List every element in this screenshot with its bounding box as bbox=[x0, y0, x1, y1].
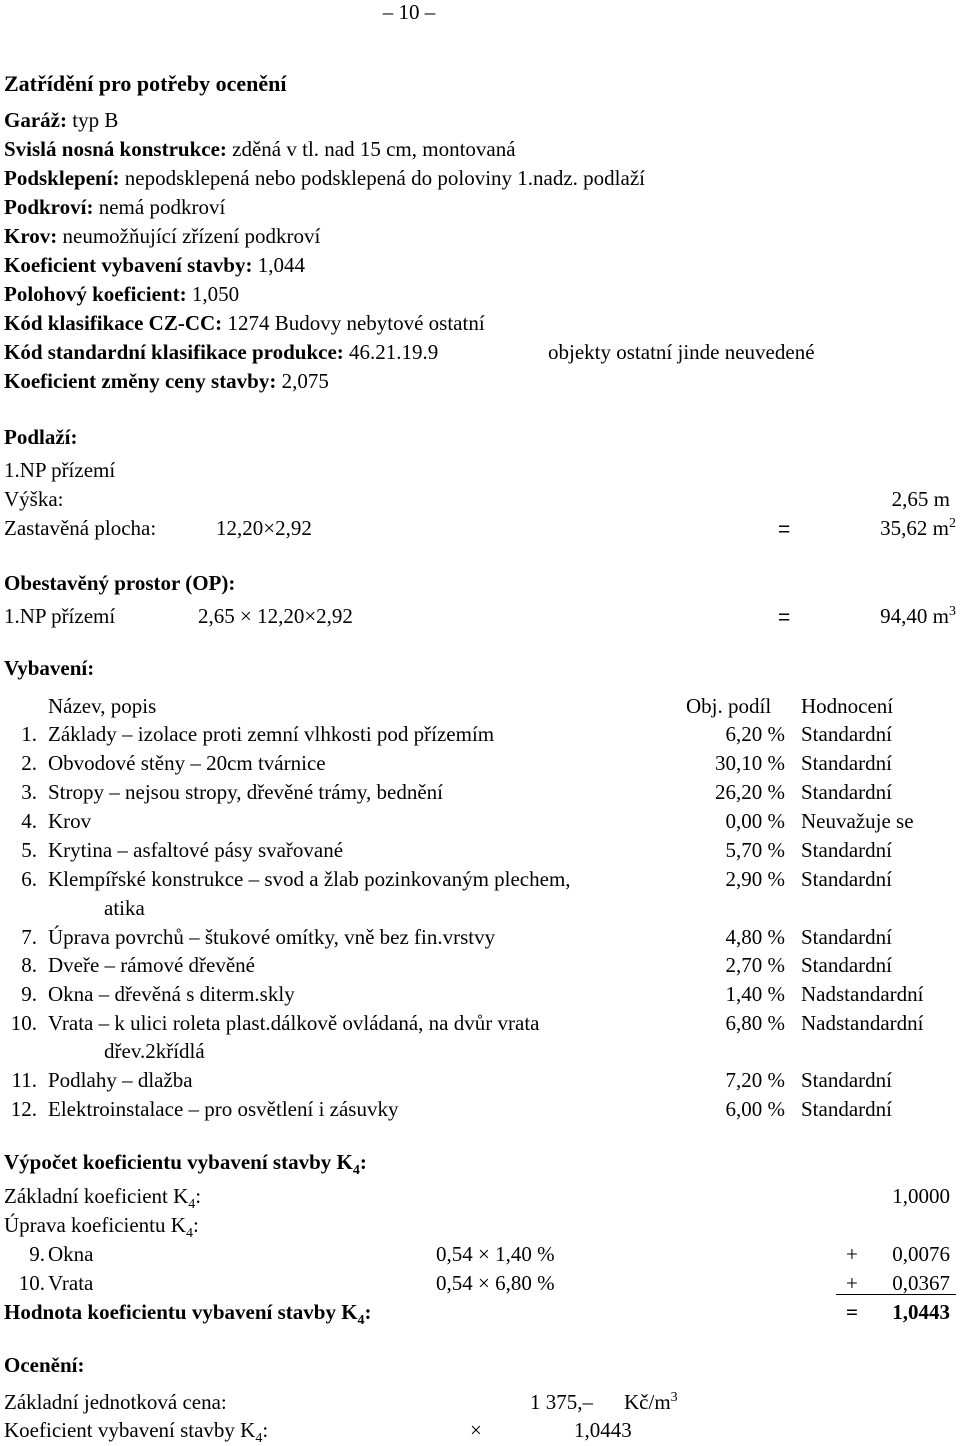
item-share: 7,20 % bbox=[725, 1068, 785, 1092]
class-row-position-coef: Polohový koeficient: 1,050 bbox=[4, 282, 240, 306]
k4-adj-label: Úprava koeficientu $K_4$: bbox=[4, 1213, 199, 1242]
floor-name: 1.NP přízemí bbox=[4, 458, 116, 482]
class-row-cz-cc: Kód klasifikace CZ-CC: 1274 Budovy nebytové ostatní bbox=[4, 311, 485, 335]
item-rating: Neuvažuje se bbox=[801, 809, 914, 833]
classification-heading: Zatřídění pro potřeby ocenění bbox=[4, 71, 287, 96]
item-number: 6. bbox=[21, 867, 37, 891]
item-rating: Standardní bbox=[801, 751, 892, 775]
item-rating: Standardní bbox=[801, 953, 892, 977]
class-row-production-code: Kód standardní klasifikace produkce: 46.21.19.9 bbox=[4, 340, 439, 364]
item-name: Dveře – rámové dřevěné bbox=[48, 953, 255, 977]
unit-price-unit: $Kč/m^3$ bbox=[624, 1390, 678, 1414]
item-share: 30,10 % bbox=[715, 751, 785, 775]
item-rating: Standardní bbox=[801, 780, 892, 804]
item-number: 1. bbox=[21, 722, 37, 746]
item-rating: Standardní bbox=[801, 925, 892, 949]
item-share: 26,20 % bbox=[715, 780, 785, 804]
item-number: 10. bbox=[10, 1011, 37, 1035]
sum-underline bbox=[836, 1294, 956, 1295]
height-value: 2,65 m bbox=[891, 487, 950, 511]
item-name-continued: atika bbox=[104, 896, 145, 920]
item-name: Elektroinstalace – pro osvětlení i zásuvky bbox=[48, 1097, 399, 1121]
item-name: Základy – izolace proti zemní vlhkosti pod přízemím bbox=[48, 722, 495, 746]
volume-equals: = bbox=[778, 606, 791, 629]
item-number: 12. bbox=[10, 1097, 37, 1121]
item-share: 1,40 % bbox=[725, 982, 785, 1006]
k4-heading: Výpočet koeficientu vybavení stavby $K_4$: bbox=[4, 1150, 367, 1179]
item-rating: Standardní bbox=[801, 1097, 892, 1121]
k4-valuation-sign: × bbox=[470, 1418, 482, 1442]
class-row-structure: Svislá nosná konstrukce: zděná v tl. nad 15 cm, montovaná bbox=[4, 137, 516, 161]
item-share: 4,80 % bbox=[725, 925, 785, 949]
item-share: 6,20 % bbox=[725, 722, 785, 746]
item-rating: Nadstandardní bbox=[801, 1011, 924, 1035]
item-share: 2,70 % bbox=[725, 953, 785, 977]
item-number: 3. bbox=[21, 780, 37, 804]
item-rating: Standardní bbox=[801, 867, 892, 891]
item-rating: Standardní bbox=[801, 838, 892, 862]
k4-result-label: Hodnota koeficientu vybavení stavby $K_4$: bbox=[4, 1300, 372, 1329]
volume-floor-name: 1.NP přízemí bbox=[4, 604, 116, 628]
floors-heading: Podlaží: bbox=[4, 425, 78, 449]
k4-base-label: Základní koeficient $K_4$: bbox=[4, 1184, 202, 1213]
item-name: Úprava povrchů – štukové omítky, vně bez fin.vrstvy bbox=[48, 925, 496, 949]
equipment-heading: Vybavení: bbox=[4, 656, 95, 680]
area-label: Zastavěná plocha: bbox=[4, 516, 157, 540]
item-number: 11. bbox=[11, 1068, 37, 1092]
adj-name: Vrata bbox=[48, 1271, 94, 1295]
volume-value: 94,40 $m^3$ bbox=[880, 604, 956, 628]
k4-base-value: 1,0000 bbox=[892, 1184, 950, 1208]
adj-number: 9. bbox=[29, 1242, 45, 1266]
item-name: Klempířské konstrukce – svod a žlab pozinkovaným plechem, bbox=[48, 867, 571, 891]
item-name: Vrata – k ulici roleta plast.dálkově ovládaná, na dvůr vrata bbox=[48, 1011, 540, 1035]
adj-value: 0,0367 bbox=[892, 1271, 950, 1295]
class-row-equipment-coef: Koeficient vybavení stavby: 1,044 bbox=[4, 253, 305, 277]
item-name: Krytina – asfaltové pásy svařované bbox=[48, 838, 344, 862]
item-name: Krov bbox=[48, 809, 92, 833]
area-value: 35,62 $m^2$ bbox=[880, 516, 956, 540]
adj-name: Okna bbox=[48, 1242, 94, 1266]
item-name: Podlahy – dlažba bbox=[48, 1068, 193, 1092]
volume-heading: Obestavěný prostor (OP): bbox=[4, 571, 236, 595]
volume-formula: 2,65 × 12,20×2,92 bbox=[198, 604, 353, 628]
item-number: 4. bbox=[21, 809, 37, 833]
item-number: 8. bbox=[21, 953, 37, 977]
adj-formula: 0,54 × 1,40 % bbox=[436, 1242, 555, 1266]
item-number: 7. bbox=[21, 925, 37, 949]
valuation-heading: Ocenění: bbox=[4, 1353, 85, 1377]
unit-price-label: Základní jednotková cena: bbox=[4, 1390, 227, 1414]
item-rating: Standardní bbox=[801, 722, 892, 746]
item-share: 0,00 % bbox=[725, 809, 785, 833]
item-number: 5. bbox=[21, 838, 37, 862]
item-share: 6,00 % bbox=[725, 1097, 785, 1121]
item-name: Obvodové stěny – 20cm tvárnice bbox=[48, 751, 326, 775]
class-row-price-change: Koeficient změny ceny stavby: 2,075 bbox=[4, 369, 329, 393]
item-name: Stropy – nejsou stropy, dřevěné trámy, bednění bbox=[48, 780, 444, 804]
adj-sign: + bbox=[846, 1242, 858, 1266]
col-share-header: Obj. podíl bbox=[686, 694, 772, 718]
item-share: 5,70 % bbox=[725, 838, 785, 862]
adj-value: 0,0076 bbox=[892, 1242, 950, 1266]
class-row-garage: Garáž: typ B bbox=[4, 108, 119, 132]
unit-price-value: 1 375,– bbox=[530, 1390, 593, 1414]
area-formula: 12,20×2,92 bbox=[216, 516, 312, 540]
k4-result-value: 1,0443 bbox=[892, 1300, 950, 1324]
item-share: 2,90 % bbox=[725, 867, 785, 891]
item-name: Okna – dřevěná s diterm.skly bbox=[48, 982, 295, 1006]
class-row-roof: Krov: neumožňující zřízení podkroví bbox=[4, 224, 321, 248]
col-name-header: Název, popis bbox=[48, 694, 157, 718]
item-number: 9. bbox=[21, 982, 37, 1006]
adj-number: 10. bbox=[18, 1271, 45, 1295]
item-number: 2. bbox=[21, 751, 37, 775]
adj-sign: + bbox=[846, 1271, 858, 1295]
class-row-attic: Podkroví: nemá podkroví bbox=[4, 195, 226, 219]
adj-formula: 0,54 × 6,80 % bbox=[436, 1271, 555, 1295]
page-number: – 10 – bbox=[382, 0, 436, 24]
item-name-continued: dřev.2křídlá bbox=[104, 1039, 205, 1063]
height-label: Výška: bbox=[4, 487, 64, 511]
production-code-text: objekty ostatní jinde neuvedené bbox=[548, 340, 815, 364]
item-rating: Standardní bbox=[801, 1068, 892, 1092]
item-share: 6,80 % bbox=[725, 1011, 785, 1035]
col-rating-header: Hodnocení bbox=[801, 694, 894, 718]
k4-result-sign: = bbox=[846, 1300, 858, 1324]
area-equals: = bbox=[778, 518, 791, 541]
k4-valuation-value: 1,0443 bbox=[574, 1418, 632, 1442]
class-row-basement: Podsklepení: nepodsklepená nebo podsklepená do poloviny 1.nadz. podlaží bbox=[4, 166, 645, 190]
item-rating: Nadstandardní bbox=[801, 982, 924, 1006]
k4-valuation-label: Koeficient vybavení stavby $K_4$: bbox=[4, 1418, 269, 1446]
